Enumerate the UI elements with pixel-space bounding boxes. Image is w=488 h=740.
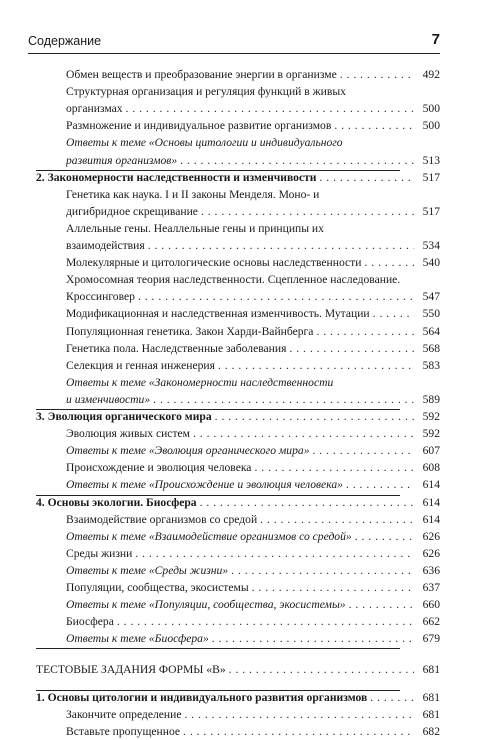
dot-leader [226, 661, 414, 678]
toc-entry-label: Генетика как наука. I и II законы Менделя. Моно- и [66, 187, 320, 201]
toc-entry-label: 1. Основы цитологии и индивидуального развития организмов [36, 690, 368, 704]
toc-entry-text [66, 579, 414, 596]
toc-entry-text [66, 117, 414, 134]
toc-entry-label: Ответы к теме «Взаимодействие организмов со средой» [66, 529, 352, 543]
toc-entry-label: Происхождение и эволюция человека [66, 461, 252, 475]
dot-leader [180, 723, 414, 740]
dot-leader [331, 117, 414, 134]
toc-page-number: 681 [422, 663, 440, 677]
toc-entry-text [66, 254, 414, 271]
dot-leader [286, 340, 414, 357]
toc-page-number: 592 [422, 427, 440, 441]
toc-entry-label: организмах [66, 102, 123, 116]
toc-entry-label: Популяционная генетика. Закон Харди-Вайнберга [66, 324, 314, 338]
toc-page-number: 500 [422, 119, 440, 133]
toc-entry-label: Взаимодействие организмов со средой [66, 512, 258, 526]
toc-entry-label: взаимодействия [66, 239, 145, 252]
toc-entry-label: Аллельные гены. Неаллельные гены и принципы их [66, 221, 324, 235]
dot-leader [215, 357, 414, 374]
toc-page-number: 614 [422, 495, 440, 509]
dot-leader [228, 562, 414, 579]
toc-entry-label: Ответы к теме «Популяции, сообщества, экосистемы» [66, 598, 346, 612]
toc-entry-label: ТЕСТОВЫЕ ЗАДАНИЯ ФОРМЫ «В» [36, 663, 226, 677]
toc-entry-text [66, 613, 414, 630]
toc-entry-label: Кроссинговер [66, 290, 135, 304]
dot-leader [198, 203, 414, 220]
header-rule [28, 53, 440, 54]
toc-entry-text [36, 408, 414, 425]
toc-page-number: 492 [422, 68, 440, 81]
toc-entry-text [36, 661, 414, 678]
toc-entry-text [66, 545, 414, 562]
part-separator [36, 648, 400, 649]
toc-entry-label: Ответы к теме «Происхождение и эволюция человека» [66, 478, 343, 492]
toc-entry-label: Среды жизни [66, 546, 133, 560]
toc-page-number: 626 [422, 546, 440, 560]
toc-page-number: 517 [422, 170, 440, 184]
toc-entry-label: Ответы к теме «Среды жизни» [66, 563, 229, 577]
dot-leader [251, 459, 414, 476]
toc-page-number: 550 [422, 307, 440, 321]
toc-page-number: 679 [422, 632, 440, 646]
dot-leader [257, 511, 414, 528]
toc-entry-label: Структурная организация и регуляция функций в живых [66, 85, 346, 99]
toc-page-number: 568 [422, 341, 440, 355]
dot-leader [310, 442, 415, 459]
toc-entry-label: дигибридное скрещивание [66, 204, 198, 218]
toc-entry-text [66, 340, 414, 357]
toc-entry-label: Генетика пола. Наследственные заболевания [66, 341, 287, 355]
toc-entry-label: развития организмов» [66, 153, 178, 167]
toc-entry-label: 4. Основы экологии. Биосфера [36, 495, 197, 509]
toc-entry-text [66, 66, 414, 83]
dot-leader [197, 494, 414, 511]
toc-entry-label: Популяции, сообщества, экосистемы [66, 581, 249, 594]
toc-entry-text [66, 596, 414, 613]
toc-page-number: 547 [422, 290, 440, 304]
toc-entry-text [66, 476, 414, 493]
running-header [28, 28, 440, 48]
toc-entry-text [66, 357, 414, 374]
toc-entry-text [66, 391, 414, 408]
toc-page-number: 662 [422, 615, 440, 629]
dot-leader [337, 66, 414, 83]
toc-page-number: 517 [422, 204, 440, 218]
toc-page-number: 607 [422, 444, 440, 458]
toc-page-number: 681 [422, 707, 440, 721]
toc-entry-label: Ответы к теме «Биосфера» [66, 632, 209, 646]
toc-entry-text [66, 152, 414, 169]
toc-entry-text [66, 203, 414, 220]
toc-entry-label: Эволюция живых систем [66, 427, 190, 441]
toc-entry-label: 3. Эволюция органического мира [36, 410, 212, 423]
toc-entry-text [66, 288, 414, 305]
toc-entry-label: Молекулярные и цитологические основы наследственности [66, 256, 362, 270]
toc-page-number: 513 [422, 153, 440, 167]
dot-leader [114, 613, 414, 630]
toc-entry-text [66, 459, 414, 476]
toc-page-number: 540 [422, 256, 440, 270]
toc-page-number: 534 [422, 239, 440, 252]
dot-leader [132, 545, 414, 562]
toc-entry-text [36, 494, 414, 511]
toc-entry-text [66, 562, 414, 579]
toc-page-number: 637 [422, 581, 440, 594]
header-title: Содержание [28, 34, 102, 48]
toc-entry-text [66, 630, 414, 647]
dot-leader [150, 391, 414, 408]
toc-page-number: 614 [422, 512, 440, 526]
dot-leader [316, 169, 414, 186]
toc-entry-label: Ответы к теме «Эволюция органического мира» [66, 444, 310, 458]
toc-entry-text [66, 442, 414, 459]
dot-leader [181, 706, 414, 723]
toc-page-number: 500 [422, 102, 440, 116]
toc-entry-label: и изменчивости» [66, 392, 151, 406]
toc-entry-text [66, 305, 414, 322]
dot-leader [177, 152, 414, 169]
toc-page-number: 636 [422, 563, 440, 577]
toc-entry-text [66, 237, 414, 254]
header-page-number: 7 [431, 31, 440, 48]
toc-entry-label: Биосфера [66, 615, 114, 629]
toc-page-number: 589 [422, 392, 440, 406]
toc-entry-text [66, 323, 414, 340]
dot-leader [135, 288, 414, 305]
dot-leader [145, 237, 414, 254]
toc-page-number: 682 [422, 724, 440, 738]
toc-page-number: 660 [422, 598, 440, 612]
toc-entry-text [66, 100, 414, 117]
toc-entry-label: Хромосомная теория наследственности. Сцепленное наследование. [66, 273, 401, 287]
toc-entry-text [66, 425, 414, 442]
toc-entry-label: Ответы к теме «Основы цитологии и индивидуального [66, 136, 343, 150]
dot-leader [190, 425, 414, 442]
toc-entry-label: Вставьте пропущенное [66, 724, 181, 738]
toc-page-number: 614 [422, 478, 440, 492]
dot-leader [212, 408, 414, 425]
toc-page-number: 592 [422, 410, 440, 423]
toc-entry-label: Обмен веществ и преобразование энергии в организме [66, 68, 337, 81]
toc-entry-text [66, 528, 414, 545]
toc-page-number: 564 [422, 324, 440, 338]
toc-entry-text [66, 511, 414, 528]
toc-page-number: 583 [422, 358, 440, 372]
toc-page-number: 626 [422, 529, 440, 543]
toc-entry-text [66, 706, 414, 723]
toc-entry-label: Селекция и генная инженерия [66, 358, 215, 372]
dot-leader [313, 323, 414, 340]
toc-entry-label: Модификационная и наследственная изменчивость. Мутации [66, 307, 370, 321]
toc-entry-label: Ответы к теме «Закономерности наследственности [66, 375, 334, 389]
toc-entry-label: 2. Закономерности наследственности и изменчивости [36, 170, 317, 184]
dot-leader [123, 100, 414, 117]
toc-entry-text [36, 169, 414, 186]
toc-page-number: 681 [422, 690, 440, 704]
toc-entry-text [66, 723, 414, 740]
toc-entry-label: Размножение и индивидуальное развитие организмов [66, 119, 332, 133]
toc-entry-text [36, 689, 414, 706]
dot-leader [249, 579, 414, 596]
toc-entry-label: Закончите определение [66, 707, 182, 721]
toc-page-number: 608 [422, 461, 440, 475]
dot-leader [209, 630, 414, 647]
